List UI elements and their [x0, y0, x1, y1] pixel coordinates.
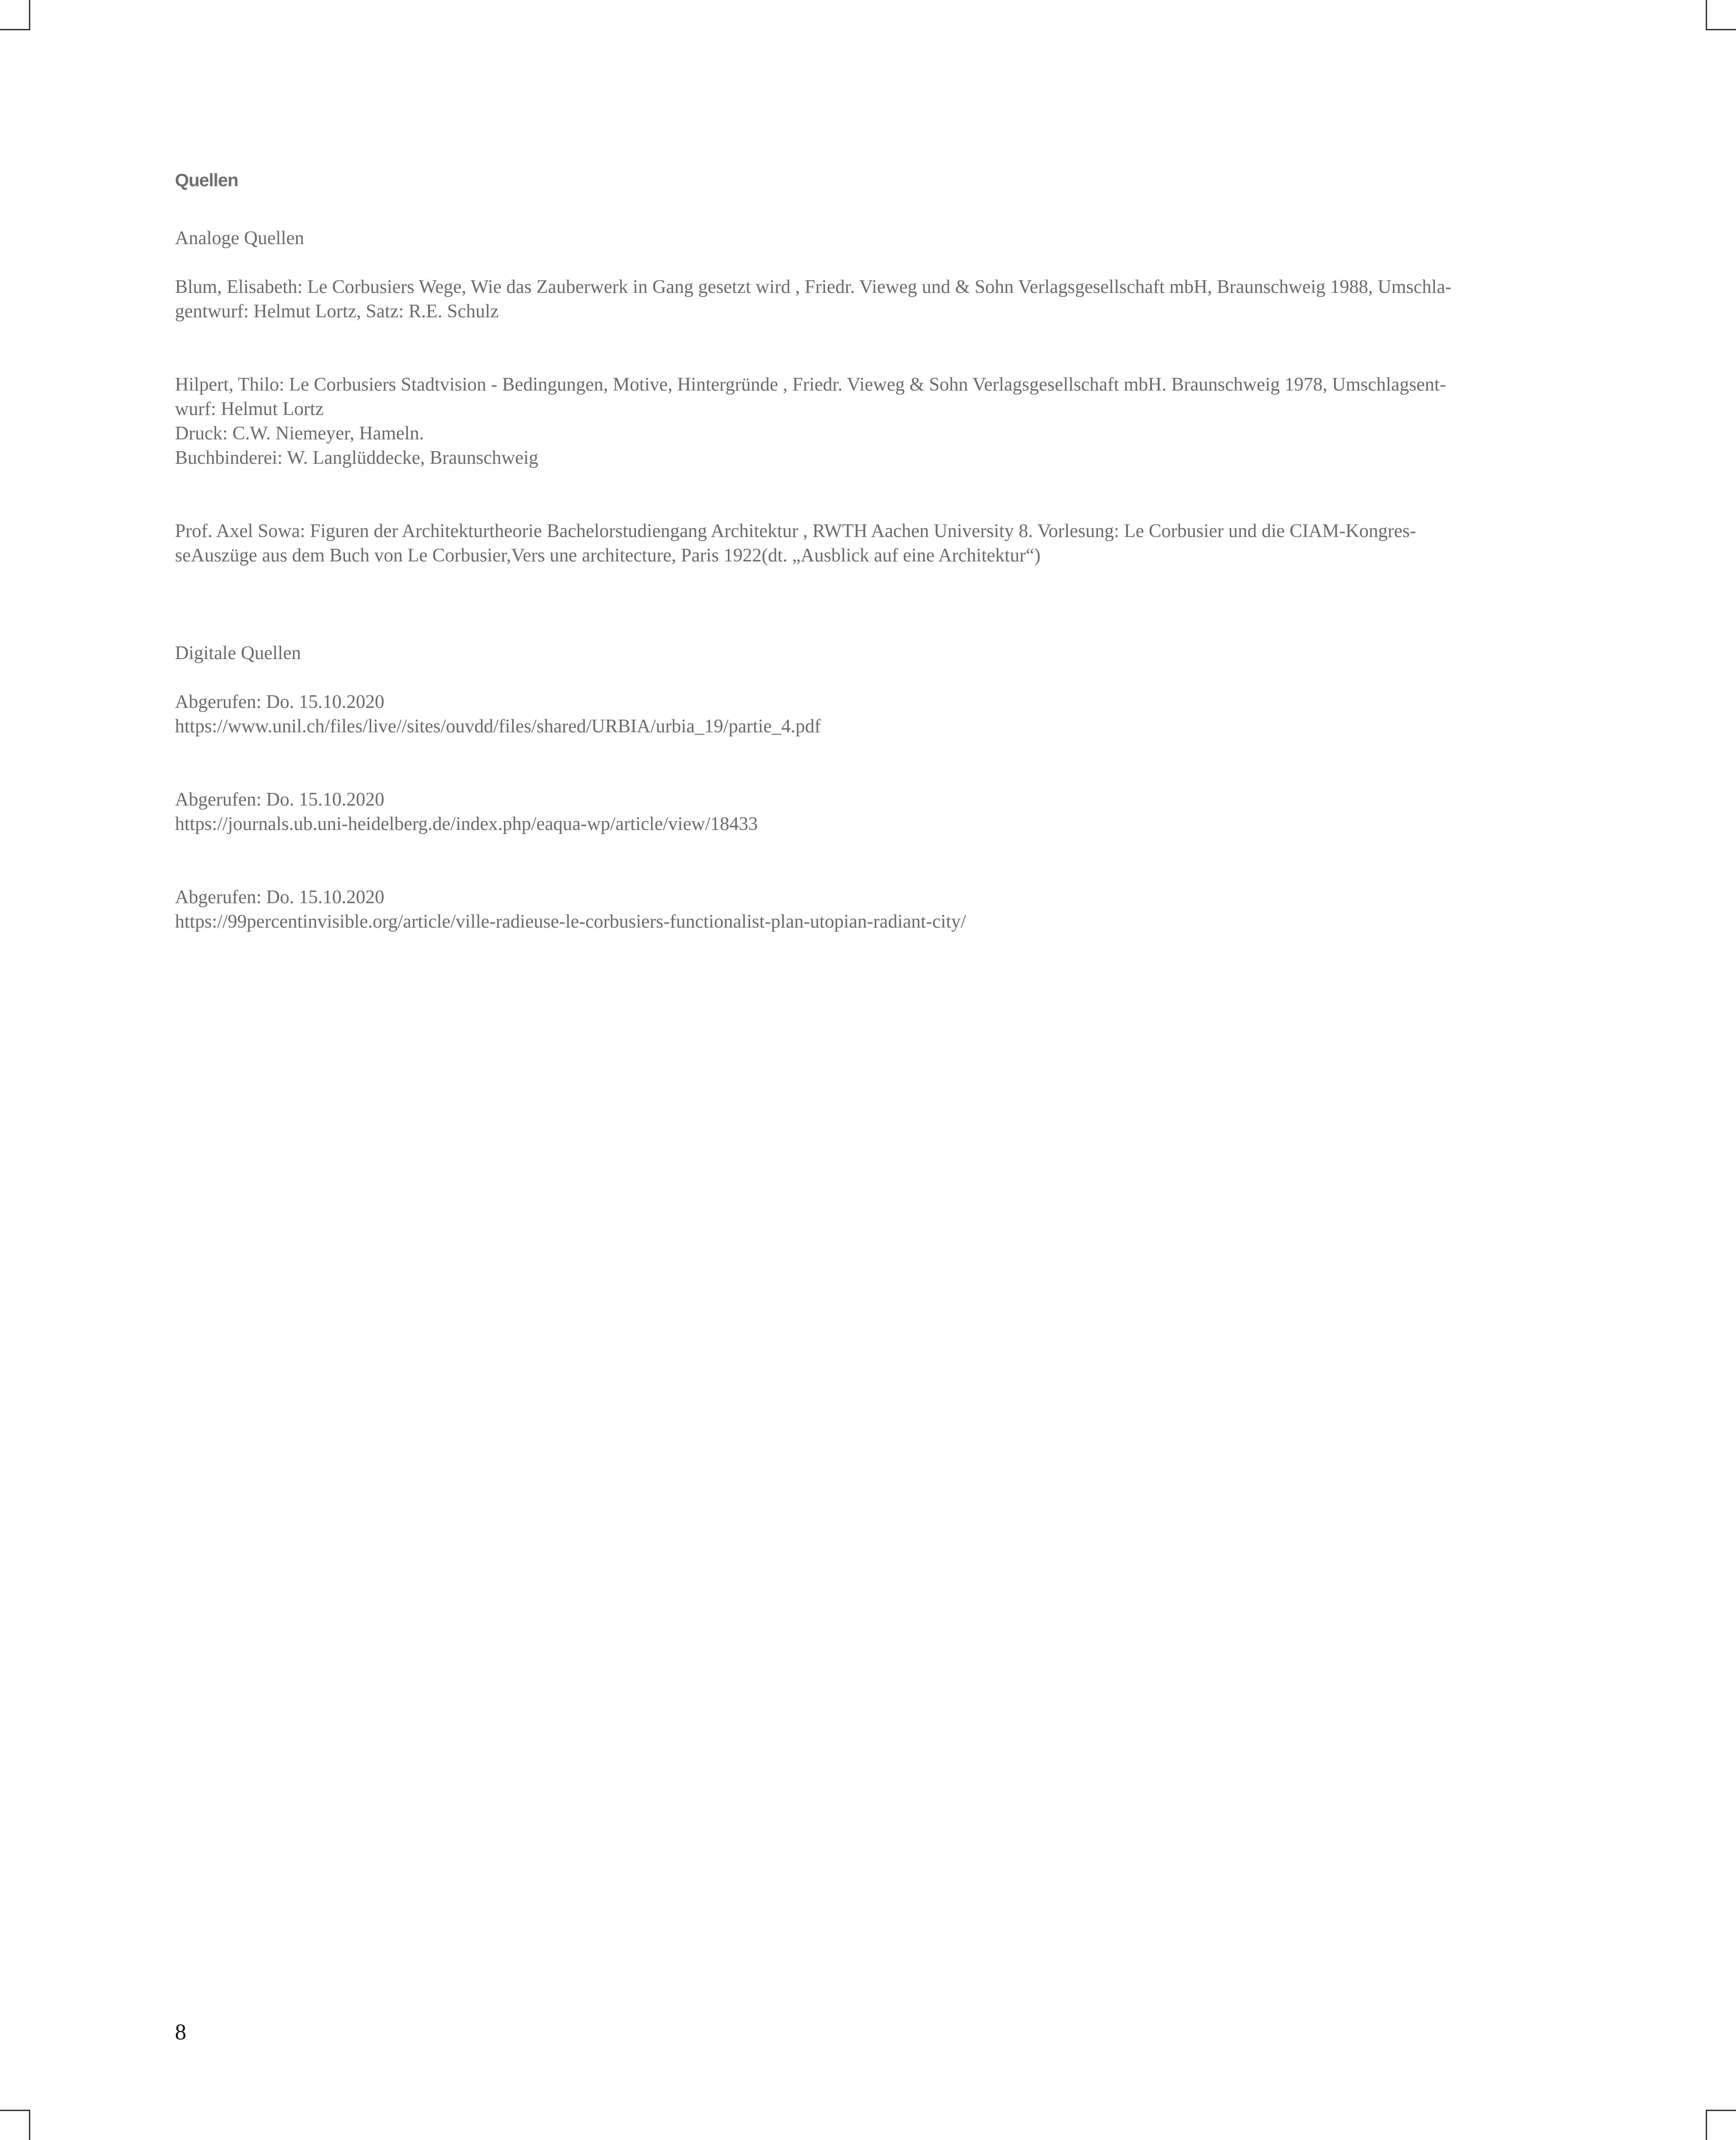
source-url[interactable]: https://journals.ub.uni‐heidelberg.de/index.php/eaqua‐wp/article/view/18433 — [175, 814, 758, 834]
page-number: 8 — [175, 2019, 186, 2044]
source-url[interactable]: https://www.unil.ch/files/live//sites/ouvdd/files/shared/URBIA/urbia_19/partie_4.pdf — [175, 716, 821, 737]
entry-line: Blum, Elisabeth: Le Corbusiers Wege, Wie das Zauberwerk in Gang gesetzt wird , Friedr. Vieweg und & Sohn Verlagsgesellschaft mbH, Braunschweig 1988, Umschla- — [175, 277, 1452, 297]
access-date: Abgerufen: Do. 15.10.2020 — [175, 887, 385, 908]
page-content — [175, 168, 1549, 934]
crop-mark-top-left — [0, 0, 30, 30]
entry-line: wurf: Helmut Lortz — [175, 399, 324, 420]
entry-line: Druck: C.W. Niemeyer, Hameln. — [175, 423, 424, 444]
analog-entry-blum — [175, 275, 1549, 324]
entry-line: Buchbinderei: W. Langlüddecke, Braunschweig — [175, 448, 538, 468]
entry-line: Prof. Axel Sowa: Figuren der Architekturtheorie Bachelorstudiengang Architektur , RWTH Aachen University 8. Vorlesung: Le Corbusier und die CIAM-Kongres- — [175, 521, 1416, 542]
analog-sources-title: Analoge Quellen — [175, 228, 304, 249]
digital-sources-title: Digitale Quellen — [175, 643, 301, 664]
analog-entry-sowa — [175, 519, 1549, 568]
page-heading: Quellen — [175, 170, 238, 190]
entry-line: seAuszüge aus dem Buch von Le Corbusier,Vers une architecture, Paris 1922(dt. „Ausblick auf eine Architektur“) — [175, 545, 1041, 566]
digital-entry-99pi — [175, 885, 1549, 934]
digital-entry-unil — [175, 690, 1549, 739]
analog-entry-hilpert — [175, 372, 1549, 470]
entry-line: Hilpert, Thilo: Le Corbusiers Stadtvision - Bedingungen, Motive, Hintergründe , Friedr. Vieweg & Sohn Verlagsgesellschaft mbH. Braunschweig 1978, Umschlagsent- — [175, 374, 1446, 395]
source-url[interactable]: https://99percentinvisible.org/article/ville‐radieuse‐le‐corbusiers‐functionalist‐plan‐utopian‐radiant‐city/ — [175, 911, 966, 932]
entry-line: gentwurf: Helmut Lortz, Satz: R.E. Schulz — [175, 301, 499, 322]
crop-mark-top-right — [1706, 0, 1736, 30]
crop-mark-bottom-left — [0, 2110, 30, 2140]
access-date: Abgerufen: Do. 15.10.2020 — [175, 692, 385, 712]
crop-mark-bottom-right — [1706, 2110, 1736, 2140]
access-date: Abgerufen: Do. 15.10.2020 — [175, 789, 385, 810]
digital-entry-heidelberg — [175, 787, 1549, 836]
